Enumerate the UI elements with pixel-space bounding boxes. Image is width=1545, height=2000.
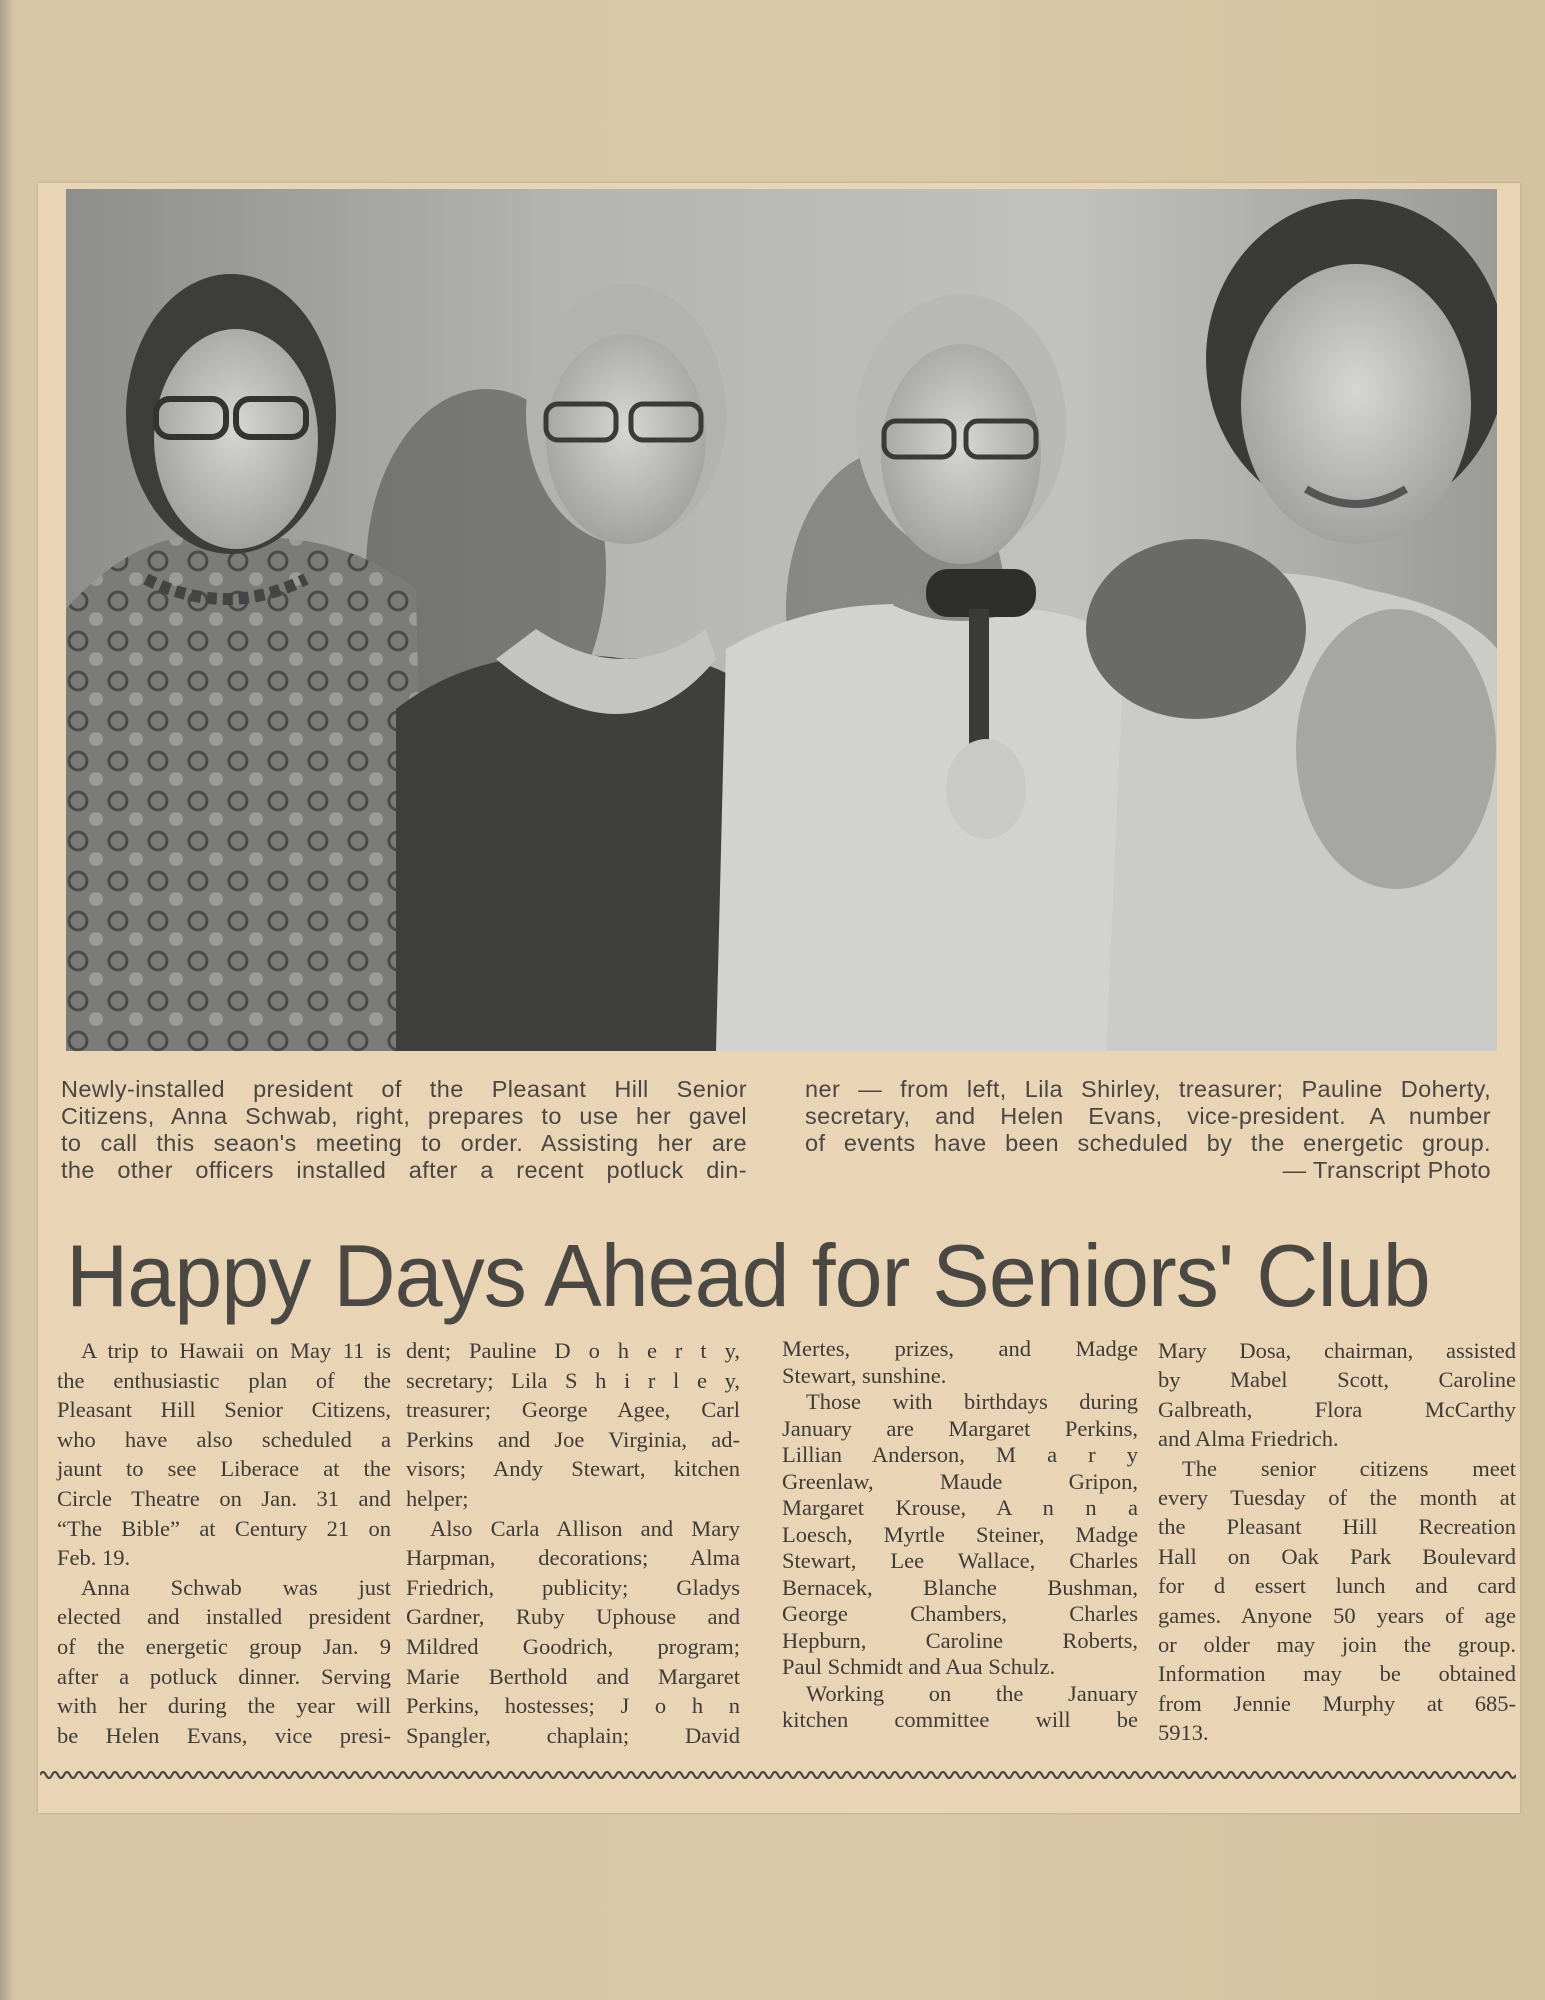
article-line: Galbreath, Flora McCarthy bbox=[1158, 1396, 1516, 1422]
wavy-divider bbox=[40, 1768, 1516, 1782]
article-line: January are Margaret Perkins, bbox=[782, 1415, 1138, 1441]
article-line: Greenlaw, Maude Gripon, bbox=[782, 1468, 1138, 1494]
photo-caption-left bbox=[61, 1076, 747, 1184]
article-line: by Mabel Scott, Caroline bbox=[1158, 1367, 1516, 1393]
article-line: 5913. bbox=[1158, 1720, 1209, 1746]
photo-image bbox=[66, 189, 1497, 1051]
article-line: elected and installed president bbox=[57, 1604, 391, 1630]
article-line: Circle Theatre on Jan. 31 and bbox=[57, 1485, 391, 1511]
article-line: Working on the January bbox=[806, 1680, 1138, 1706]
article-line: “The Bible” at Century 21 on bbox=[57, 1515, 391, 1541]
article-line: Harpman, decorations; Alma bbox=[406, 1545, 740, 1571]
article-line: Lillian Anderson, M a r y bbox=[782, 1442, 1138, 1467]
article-line: Anna Schwab was just bbox=[81, 1574, 391, 1600]
caption-line: Newly-installed president of the Pleasant Hill Senior bbox=[61, 1076, 747, 1102]
article-line: Spangler, chaplain; David bbox=[406, 1722, 740, 1748]
article-line: kitchen committee will be bbox=[782, 1707, 1138, 1732]
article-line: with her during the year will bbox=[57, 1693, 391, 1719]
article-line: Information may be obtained bbox=[1158, 1661, 1516, 1687]
article-column-3 bbox=[782, 1336, 1138, 1734]
article-line: Hall on Oak Park Boulevard bbox=[1158, 1543, 1516, 1569]
article-line: who have also scheduled a bbox=[57, 1426, 391, 1452]
article-column-1 bbox=[57, 1336, 391, 1750]
article-line: The senior citizens meet bbox=[1182, 1455, 1516, 1481]
article-line: helper; bbox=[406, 1485, 469, 1511]
article-line: every Tuesday of the month at bbox=[1158, 1485, 1516, 1511]
caption-line: secretary, and Helen Evans, vice-president. A number bbox=[805, 1103, 1491, 1129]
article-line: Paul Schmidt and Aua Schulz. bbox=[782, 1654, 1056, 1679]
article-line: games. Anyone 50 years of age bbox=[1158, 1602, 1516, 1628]
article-line: of the energetic group Jan. 9 bbox=[57, 1633, 391, 1659]
caption-line: of events have been scheduled by the energetic group. bbox=[805, 1130, 1491, 1156]
article-line: Feb. 19. bbox=[57, 1545, 131, 1571]
article-line: Mary Dosa, chairman, assisted bbox=[1158, 1338, 1516, 1363]
article-line: secretary; Lila S h i r l e y, bbox=[406, 1367, 740, 1393]
article-column-2 bbox=[406, 1336, 740, 1750]
article-line: Stewart, Lee Wallace, Charles bbox=[782, 1548, 1138, 1573]
caption-line: ner — from left, Lila Shirley, treasurer; Pauline Doherty, bbox=[805, 1076, 1491, 1102]
article-line: Stewart, sunshine. bbox=[782, 1362, 947, 1388]
article-line: Mertes, prizes, and Madge bbox=[782, 1336, 1138, 1361]
article-line: Perkins, hostesses; J o h n bbox=[406, 1693, 740, 1719]
article-line: the Pleasant Hill Recreation bbox=[1158, 1514, 1516, 1540]
article-line: Perkins and Joe Virginia, ad- bbox=[406, 1426, 740, 1452]
article-line: jaunt to see Liberace at the bbox=[57, 1456, 391, 1482]
article-line: Hepburn, Caroline Roberts, bbox=[782, 1627, 1138, 1653]
article-line: George Chambers, Charles bbox=[782, 1601, 1138, 1626]
article-line: the enthusiastic plan of the bbox=[57, 1367, 391, 1393]
article-line: Also Carla Allison and Mary bbox=[430, 1515, 740, 1541]
article-line: Loesch, Myrtle Steiner, Madge bbox=[782, 1521, 1138, 1547]
photo-credit: — Transcript Photo bbox=[1282, 1157, 1491, 1183]
caption-line: to call this seaon's meeting to order. Assisting her are bbox=[61, 1130, 747, 1156]
article-line: Mildred Goodrich, program; bbox=[406, 1633, 740, 1659]
article-line: and Alma Friedrich. bbox=[1158, 1426, 1339, 1452]
caption-line: the other officers installed after a recent potluck din- bbox=[61, 1157, 747, 1183]
article-line: from Jennie Murphy at 685- bbox=[1158, 1690, 1516, 1716]
article-line: Those with birthdays during bbox=[806, 1389, 1138, 1414]
headline: Happy Days Ahead for Seniors' Club bbox=[66, 1226, 1430, 1325]
news-photo bbox=[66, 189, 1497, 1051]
article-line: visors; Andy Stewart, kitchen bbox=[406, 1456, 740, 1482]
caption-line: Citizens, Anna Schwab, right, prepares to use her gavel bbox=[61, 1103, 747, 1129]
article-line: or older may join the group. bbox=[1158, 1632, 1516, 1658]
article-line: Bernacek, Blanche Bushman, bbox=[782, 1574, 1138, 1600]
article-line: Marie Berthold and Margaret bbox=[406, 1663, 740, 1689]
article-line: be Helen Evans, vice presi- bbox=[57, 1722, 391, 1748]
article-line: treasurer; George Agee, Carl bbox=[406, 1397, 740, 1423]
photo-caption-right bbox=[805, 1076, 1491, 1184]
article-column-4 bbox=[1158, 1336, 1516, 1748]
article-line: dent; Pauline D o h e r t y, bbox=[406, 1338, 740, 1363]
article-line: A trip to Hawaii on May 11 is bbox=[81, 1338, 391, 1363]
article-line: Margaret Krouse, A n n a bbox=[782, 1495, 1138, 1520]
article-line: Pleasant Hill Senior Citizens, bbox=[57, 1397, 391, 1423]
article-line: Gardner, Ruby Uphouse and bbox=[406, 1604, 740, 1630]
article-line: for d essert lunch and card bbox=[1158, 1573, 1516, 1599]
article-line: Friedrich, publicity; Gladys bbox=[406, 1574, 740, 1600]
article-line: after a potluck dinner. Serving bbox=[57, 1663, 391, 1689]
